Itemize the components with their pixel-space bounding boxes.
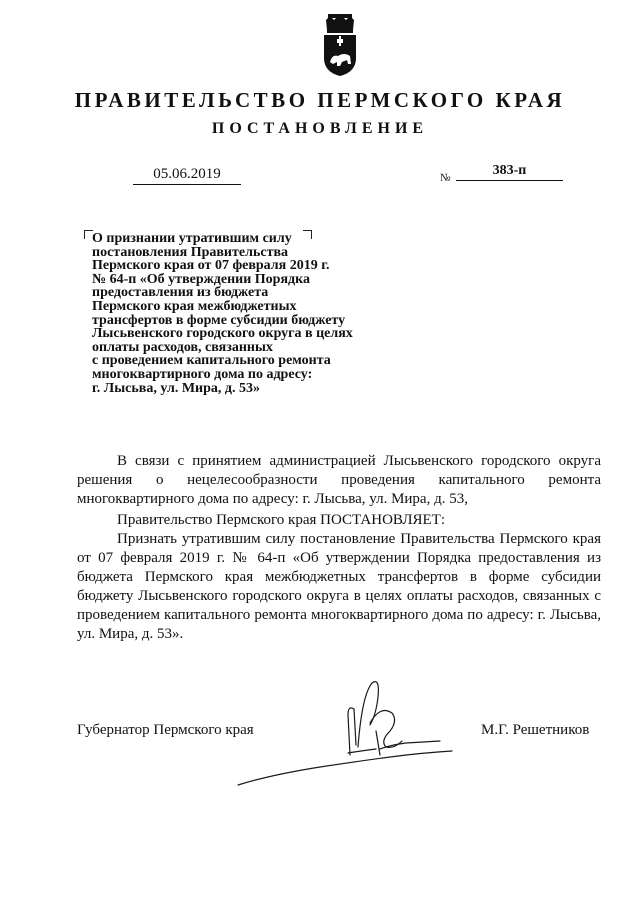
document-type: ПОСТАНОВЛЕНИЕ bbox=[211, 120, 429, 137]
body-paragraph-2: Правительство Пермского края ПОСТАНОВЛЯЕТ: bbox=[117, 512, 446, 528]
document-number: 383-п bbox=[456, 163, 563, 181]
signatory-title: Губернатор Пермского края bbox=[77, 722, 254, 738]
document-subject: О признании утратившим силу постановления Правительства Пермского края от 07 февраля 2019 г. № 64-п «Об утверждении Порядка предоставления из бюджета Пермского края межбюджетных трансфертов в форме субсидии бюджету Лысьвенского городского округа в целях оплаты расходов, связанных с проведением капитального ремонта многоквартирного дома по адресу: г. Лысьва, ул. Мира, д. 53» bbox=[92, 231, 353, 396]
coat-of-arms-icon bbox=[320, 12, 360, 78]
body-paragraph-3: Признать утратившим силу постановление Правительства Пермского края от 07 февраля 2019 г. № 64-п «Об утверждении Порядка предоставления из бюджета Пермского края межбюджетных трансфертов в форме субсидии бюджету Лысьвенского городского округа в целях оплаты расходов, связанных с проведением капитального ремонта многоквартирного дома по адресу: г. Лысьва, ул. Мира, д. 53». bbox=[77, 531, 601, 642]
government-title: ПРАВИТЕЛЬСТВО ПЕРМСКОГО КРАЯ bbox=[74, 88, 566, 112]
number-sign: № bbox=[440, 172, 451, 184]
document-date: 05.06.2019 bbox=[133, 166, 241, 185]
body-paragraph-1: В связи с принятием администрацией Лысьвенского городского округа решения о нецелесообразности проведения капитального ремонта многоквартирного дома по адресу: г. Лысьва, ул. Мира, д. 53, bbox=[77, 453, 601, 507]
signatory-name: М.Г. Решетников bbox=[481, 722, 590, 738]
handwritten-signature bbox=[230, 675, 460, 790]
